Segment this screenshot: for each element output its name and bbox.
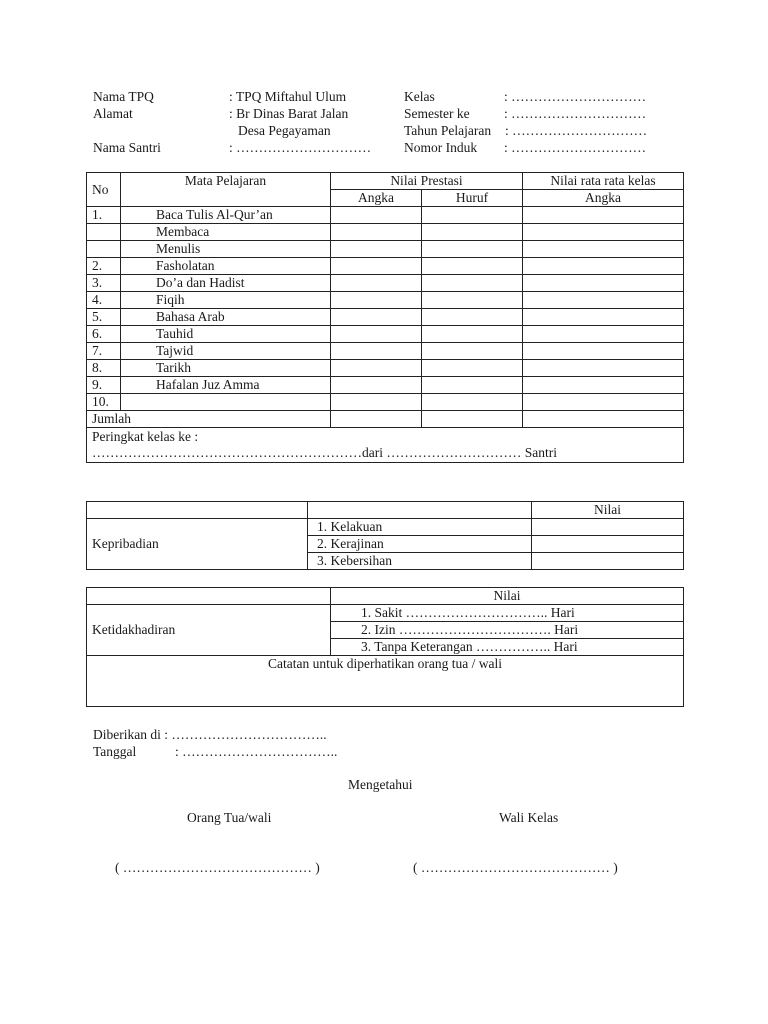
table-row	[87, 207, 684, 224]
diberikan-di: Diberikan di : ……………………………..	[93, 727, 327, 742]
peringkat-line: ……………………………………………………dari ………………………… Santri	[92, 445, 557, 460]
nama-tpq-label: Nama TPQ	[93, 89, 154, 104]
kelas-label: Kelas	[404, 89, 435, 104]
nama-tpq-value: : TPQ Miftahul Ulum	[229, 89, 347, 104]
tanggal-value: : ……………………………..	[175, 744, 338, 759]
row-subject: Fasholatan	[121, 258, 331, 275]
row-no: 5.	[87, 309, 121, 326]
row-subject: Tajwid	[121, 343, 331, 360]
table-row	[87, 258, 684, 275]
ketidakhadiran-nilai-header: Nilai	[331, 588, 684, 605]
row-no: 6.	[87, 326, 121, 343]
row-subject: Hafalan Juz Amma	[121, 377, 331, 394]
col-rata-header: Nilai rata rata kelas	[523, 173, 684, 190]
kepribadian-nilai-header: Nilai	[532, 502, 684, 519]
col-angka-header: Angka	[331, 190, 422, 207]
row-subject: Tauhid	[121, 326, 331, 343]
row-no: 10.	[87, 394, 121, 411]
alamat-label: Alamat	[93, 106, 133, 121]
peringkat-label: Peringkat kelas ke :	[92, 429, 199, 444]
tahun-label: Tahun Pelajaran	[404, 123, 492, 138]
semester-value: : …………………………	[504, 106, 647, 121]
row-no: 1.	[87, 207, 121, 224]
table-row	[87, 377, 684, 394]
alamat-value-line2: Desa Pegayaman	[238, 123, 331, 138]
mengetahui-label: Mengetahui	[348, 777, 413, 792]
col-no-header: No	[87, 173, 121, 207]
table-row	[87, 241, 684, 258]
row-no: 4.	[87, 292, 121, 309]
col-angka2-header: Angka	[523, 190, 684, 207]
kelas-value: : …………………………	[504, 89, 647, 104]
table-header-row	[87, 173, 684, 190]
signature-wali-kelas: ( …………………………………… )	[413, 860, 618, 875]
row-subject: Membaca	[121, 224, 331, 241]
table-row	[87, 292, 684, 309]
row-no: 7.	[87, 343, 121, 360]
signature-orang-tua: ( …………………………………… )	[115, 860, 320, 875]
tanggal-label: Tanggal	[93, 744, 137, 759]
table-row	[87, 224, 684, 241]
row-no	[87, 224, 121, 241]
kepribadian-label: Kepribadian	[87, 519, 308, 570]
jumlah-label: Jumlah	[87, 411, 331, 428]
row-no: 9.	[87, 377, 121, 394]
ketidakhadiran-item: 1. Sakit ………………………….. Hari	[331, 605, 684, 622]
ketidakhadiran-label: Ketidakhadiran	[87, 605, 331, 656]
table-row	[87, 309, 684, 326]
nama-santri-label: Nama Santri	[93, 140, 161, 155]
table-row	[87, 326, 684, 343]
alamat-value: : Br Dinas Barat Jalan	[229, 106, 349, 121]
nomor-induk-label: Nomor Induk	[404, 140, 478, 155]
row-subject: Fiqih	[121, 292, 331, 309]
wali-kelas-label: Wali Kelas	[499, 810, 559, 825]
peringkat-row	[87, 428, 684, 463]
kepribadian-item: 2. Kerajinan	[308, 536, 532, 553]
nomor-induk-value: : …………………………	[504, 140, 647, 155]
semester-label: Semester ke	[404, 106, 470, 121]
row-subject	[121, 394, 331, 411]
row-no: 3.	[87, 275, 121, 292]
grades-table	[86, 172, 684, 463]
table-row	[87, 360, 684, 377]
col-mapel-header: Mata Pelajaran	[121, 173, 331, 207]
nama-santri-value: : …………………………	[229, 140, 372, 155]
tahun-value: : …………………………	[505, 123, 648, 138]
row-no: 2.	[87, 258, 121, 275]
orang-tua-label: Orang Tua/wali	[187, 810, 272, 825]
row-subject: Baca Tulis Al-Qur’an	[121, 207, 331, 224]
kepribadian-item: 3. Kebersihan	[308, 553, 532, 570]
table-row	[87, 343, 684, 360]
row-subject: Bahasa Arab	[121, 309, 331, 326]
row-no: 8.	[87, 360, 121, 377]
col-huruf-header: Huruf	[422, 190, 523, 207]
ketidakhadiran-table	[86, 587, 684, 707]
row-subject: Menulis	[121, 241, 331, 258]
catatan-box: Catatan untuk diperhatikan orang tua / wali	[87, 656, 684, 707]
jumlah-row	[87, 411, 684, 428]
col-nilai-prestasi-header: Nilai Prestasi	[331, 173, 523, 190]
row-subject: Tarikh	[121, 360, 331, 377]
table-row	[87, 275, 684, 292]
kepribadian-table	[86, 501, 684, 570]
ketidakhadiran-item: 3. Tanpa Keterangan …………….. Hari	[331, 639, 684, 656]
row-no	[87, 241, 121, 258]
row-subject: Do’a dan Hadist	[121, 275, 331, 292]
kepribadian-item: 1. Kelakuan	[308, 519, 532, 536]
ketidakhadiran-item: 2. Izin ……………………………. Hari	[331, 622, 684, 639]
table-row	[87, 394, 684, 411]
